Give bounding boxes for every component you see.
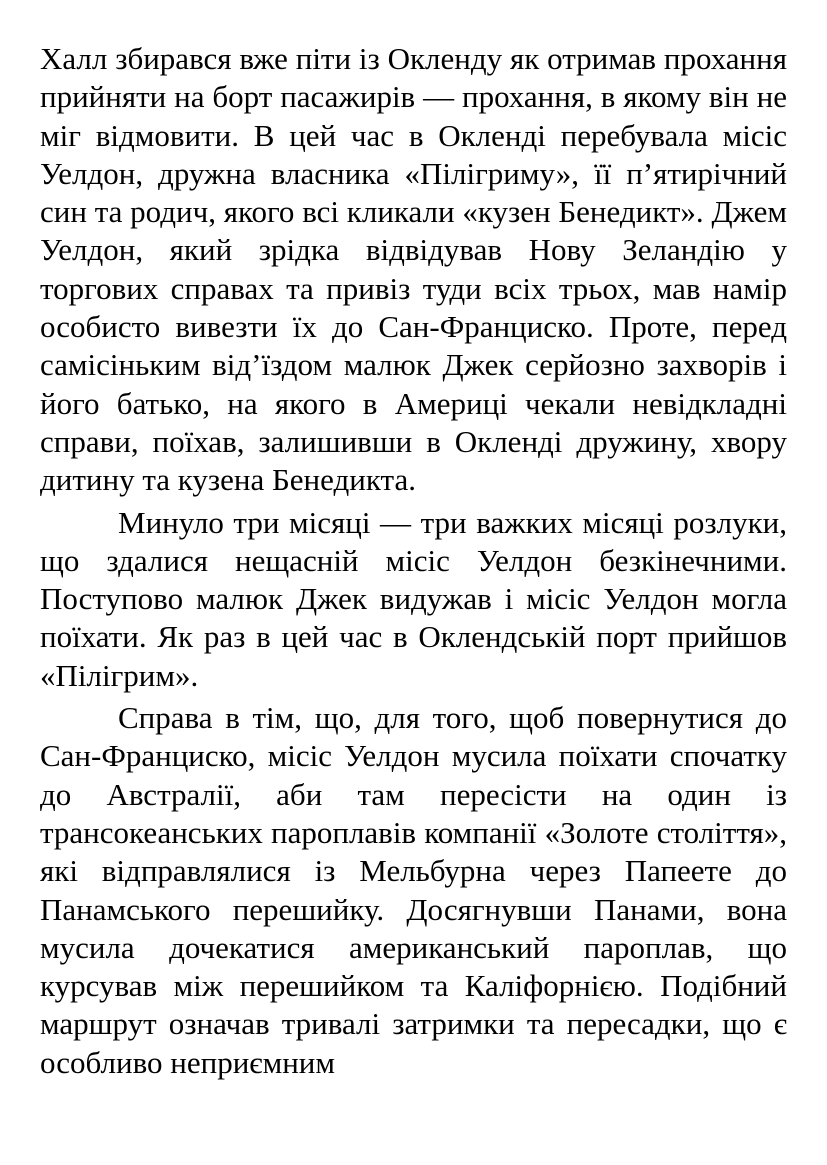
document-page xyxy=(40,40,787,1086)
paragraph-1: Халл збирався вже піти із Окленду як отримав прохання прийняти на борт пасажирів — прохання, в якому він не міг відмовити. В цей час в Окленді перебувала місіс Уелдон, дружна власника «Пілігриму», її п’ятирічний син та родич, якого всі кликали «кузен Бенедикт». Джем Уелдон, який зрідка відвідував Нову Зеландію у торгових справах та привіз туди всіх трьох, мав намір особисто вивезти їх до Сан-Франциско. Проте, перед самісіньким від’їздом малюк Джек серйозно захворів і його батько, на якого в Америці чекали невідкладні справи, поїхав, залишивши в Окленді дружину, хвору дитину та кузена Бенедикта. xyxy=(40,41,787,498)
paragraph-3: Справа в тім, що, для того, щоб повернутися до Сан-Франциско, місіс Уелдон мусила поїхати спочатку до Австралії, аби там пересісти на один із трансокеанських пароплавів компанії «Золоте століття», які відправлялися із Мельбурна через Папеете до Панамського перешийку. Досягнувши Панами, вона мусила дочекатися американський пароплав, що курсував між перешийком та Каліфорнією. Подібний маршрут означав тривалі затримки та пересадки, що є особливо неприємним xyxy=(40,700,787,1080)
paragraph-2: Минуло три місяці — три важких місяці розлуки, що здалися нещасній місіс Уелдон безкінечними. Поступово малюк Джек видужав і місіс Уелдон могла поїхати. Як раз в цей час в Оклендській порт прийшов «Пілігрим». xyxy=(40,504,787,693)
